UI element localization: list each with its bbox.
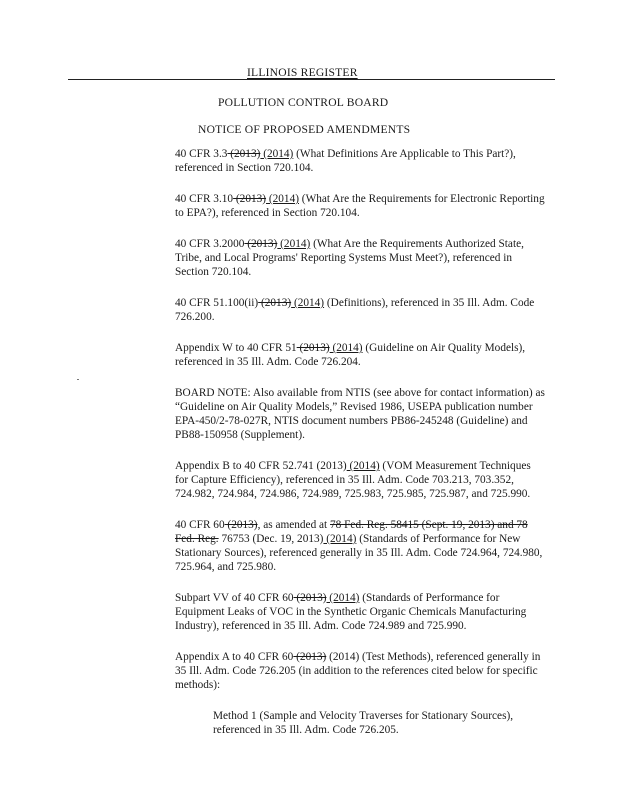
notice-title: NOTICE OF PROPOSED AMENDMENTS: [198, 123, 411, 136]
citation-text: 40 CFR 3.2000: [175, 238, 245, 250]
description-text: (2014) (Test Methods), referenced generally in 35 Ill. Adm. Code 726.205 (in addition to the references cited below for specific methods):: [175, 651, 541, 691]
description-text: (VOM Measurement Techniques for Capture Efficiency), referenced in 35 Ill. Adm. Code 703.213, 703.352, 724.982, 724.984, 724.986, 724.989, 725.983, 725.985, 725.987, and 725.990.: [175, 460, 531, 500]
citation-text: 40 CFR 60: [175, 519, 225, 531]
citation-text: Appendix A to 40 CFR 60: [175, 651, 294, 663]
paragraph-subpart-vv-40cfr-60: [175, 591, 545, 633]
inserted-text: (2014): [346, 460, 380, 472]
description-text: (What Are the Requirements for Electronic Reporting to EPA?), referenced in Section 720.104.: [175, 193, 545, 219]
deleted-text: (2013): [258, 297, 292, 309]
paragraph-40cfr-51-100: [175, 296, 545, 324]
paragraph-method-1: Method 1 (Sample and Velocity Traverses for Stationary Sources), referenced in 35 Ill. Adm. Code 726.205.: [213, 710, 514, 736]
description-text: (Definitions), referenced in 35 Ill. Adm. Code 726.200.: [175, 297, 535, 323]
paragraph-appendix-w-40cfr-51: [175, 341, 545, 369]
header-rule: [68, 79, 555, 80]
paragraph-40cfr-60: [175, 518, 545, 574]
inserted-text: (2014): [291, 297, 325, 309]
description-text: (Standards of Performance for Equipment Leaks of VOC in the Synthetic Organic Chemicals Manufacturing Industry), referenced in 35 Ill. Adm. Code 724.989 and 725.990.: [175, 592, 527, 632]
citation-text: Appendix B to 40 CFR 52.741 (2013): [175, 460, 347, 472]
paragraph-40cfr-3-2000: [175, 237, 545, 279]
inserted-text: (2014): [277, 238, 311, 250]
register-title: ILLINOIS REGISTER: [247, 66, 358, 79]
deleted-text: (2013): [296, 342, 330, 354]
paragraph-40cfr-3-10: [175, 192, 545, 220]
citation-text: Subpart VV of 40 CFR 60: [175, 592, 294, 604]
description-text: (Guideline on Air Quality Models), referenced in 35 Ill. Adm. Code 726.204.: [175, 342, 526, 368]
deleted-text: (2013): [293, 592, 327, 604]
deleted-text: 78 Fed. Reg. 58415 (Sept. 19, 2013) and 78 Fed. Reg.: [175, 519, 528, 545]
description-text: (Standards of Performance for New Stationary Sources), referenced generally in 35 Ill. Adm. Code 724.964, 724.980, 725.964, and 725.980.: [175, 533, 543, 573]
amendment-text: , as amended at: [257, 519, 331, 531]
paragraph-appendix-b-40cfr-52-741: [175, 459, 545, 501]
document-body: [175, 147, 545, 754]
paragraph-appendix-a-40cfr-60: [175, 650, 545, 692]
citation-text: 40 CFR 3.10: [175, 193, 234, 205]
deleted-text: (2013): [244, 238, 278, 250]
paragraph-40cfr-3-3: [175, 147, 545, 175]
margin-mark: [77, 379, 79, 380]
citation-text: Appendix W to 40 CFR 51: [175, 342, 297, 354]
deleted-text: (2013): [233, 193, 267, 205]
inserted-text: (2014): [323, 533, 357, 545]
paragraph-board-note: BOARD NOTE: Also available from NTIS (see above for contact information) as “Guideline on Air Quality Models,” Revised 1986, USEPA publication number EPA-450/2-78-027R, NTIS document numbers PB86-245248 (Guideline) and PB88-150958 (Supplement).: [175, 387, 545, 441]
deleted-text: (2013): [293, 651, 327, 663]
inserted-text: (2014): [266, 193, 299, 205]
inserted-text: (2014): [260, 148, 294, 160]
deleted-text: (2013): [224, 519, 258, 531]
inserted-text: (2014): [329, 342, 363, 354]
citation-text: 40 CFR 3.3: [175, 148, 228, 160]
amendment-text: 76753 (Dec. 19, 2013): [218, 533, 324, 545]
description-text: (What Are the Requirements Authorized State, Tribe, and Local Programs' Reporting Systems Must Meet?), referenced in Section 720.104.: [175, 238, 524, 278]
inserted-text: (2014): [326, 592, 360, 604]
description-text: (What Definitions Are Applicable to This Part?), referenced in Section 720.104.: [175, 148, 516, 174]
citation-text: 40 CFR 51.100(ii): [175, 297, 259, 309]
deleted-text: (2013): [227, 148, 261, 160]
board-title: POLLUTION CONTROL BOARD: [218, 96, 389, 109]
